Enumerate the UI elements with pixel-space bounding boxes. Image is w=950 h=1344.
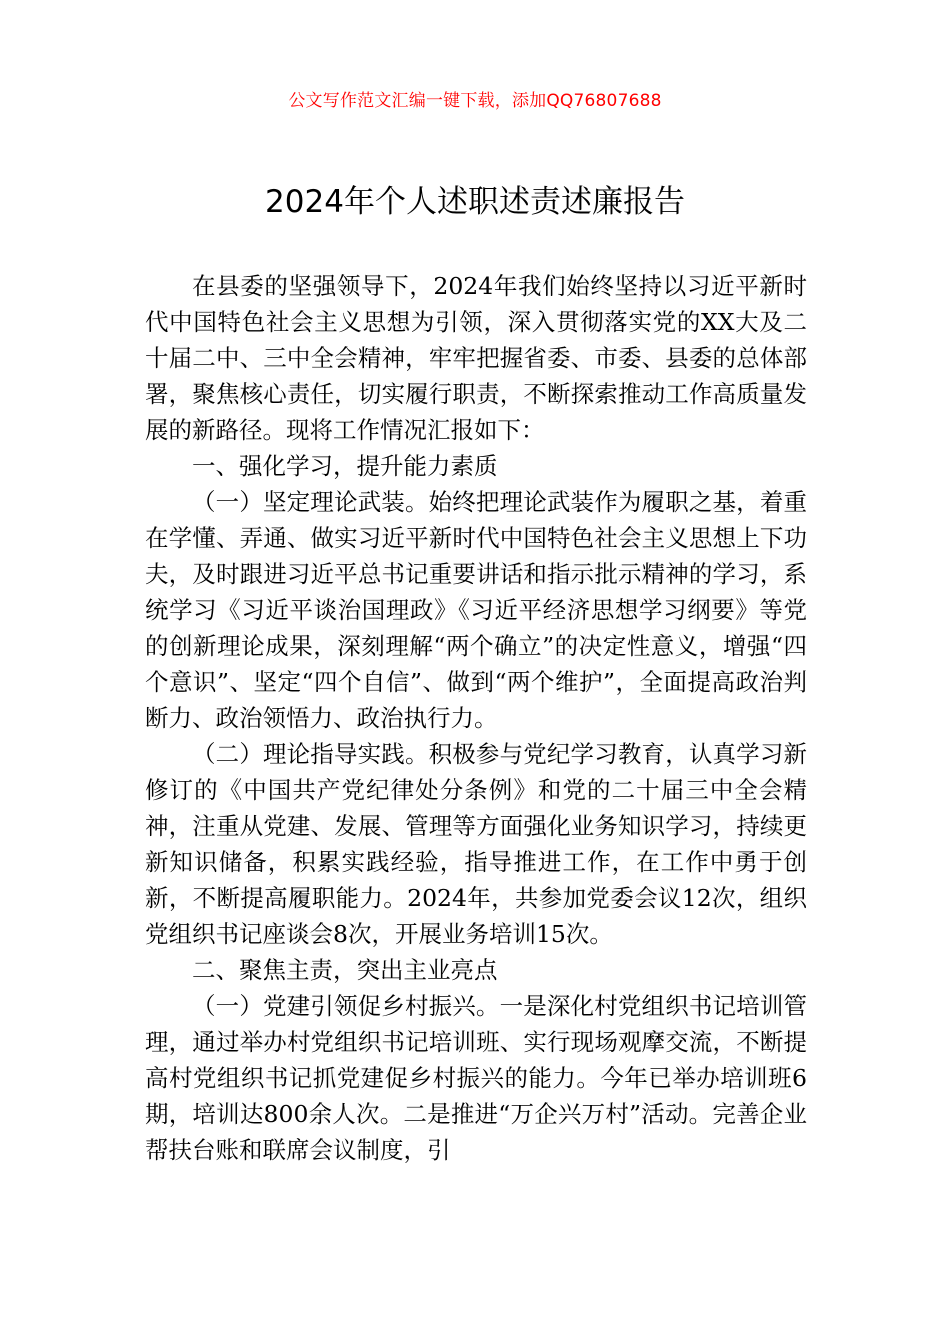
document-body [145, 268, 807, 1168]
download-banner: 公文写作范文汇编一键下载，添加QQ76807688 [288, 91, 662, 111]
intro-paragraph: 在县委的坚强领导下，2024年我们始终坚持以习近平新时代中国特色社会主义思想为引领，深入贯彻落实党的XX大及二十届二中、三中全会精神，牢牢把握省委、市委、县委的总体部署，聚焦核心责任，切实履行职责，不断探索推动工作高质量发展的新路径。现将工作情况汇报如下： [145, 272, 807, 444]
section-heading-2: 二、聚焦主责，突出主业亮点 [192, 956, 498, 984]
document-title: 2024年个人述职述责述廉报告 [265, 184, 685, 220]
section-1-item-1: （一）坚定理论武装。始终把理论武装作为履职之基，着重在学懂、弄通、做实习近平新时代中国特色社会主义思想上下功夫，及时跟进习近平总书记重要讲话和指示批示精神的学习，系统学习《习近平谈治国理政》《习近平经济思想学习纲要》等党的创新理论成果，深刻理解“两个确立”的决定性意义，增强“四个意识”、坚定“四个自信”、做到“两个维护”，全面提高政治判断力、政治领悟力、政治执行力。 [145, 488, 807, 732]
section-2-item-1: （一）党建引领促乡村振兴。一是深化村党组织书记培训管理，通过举办村党组织书记培训班、实行现场观摩交流，不断提高村党组织书记抓党建促乡村振兴的能力。今年已举办培训班6期，培训达800余人次。二是推进“万企兴万村”活动。完善企业帮扶台账和联席会议制度，引 [145, 992, 807, 1164]
section-heading-1: 一、强化学习，提升能力素质 [192, 452, 498, 480]
section-1-item-2: （二）理论指导实践。积极参与党纪学习教育，认真学习新修订的《中国共产党纪律处分条例》和党的二十届三中全会精神，注重从党建、发展、管理等方面强化业务知识学习，持续更新知识储备，积累实践经验，指导推进工作，在工作中勇于创新，不断提高履职能力。2024年，共参加党委会议12次，组织党组织书记座谈会8次，开展业务培训15次。 [145, 740, 807, 948]
